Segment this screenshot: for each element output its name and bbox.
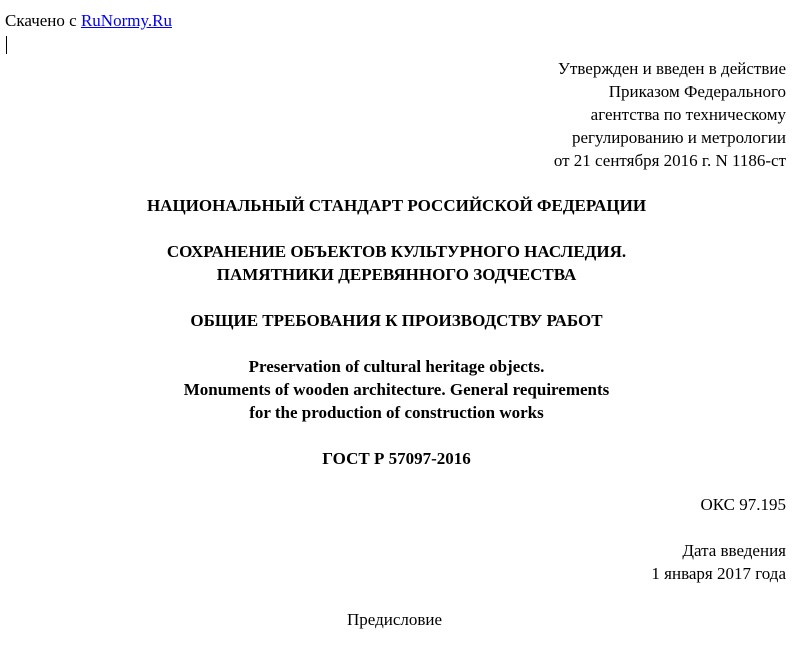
subtitle xyxy=(0,309,799,332)
approval-line: Приказом Федерального xyxy=(608,82,786,101)
download-source-line xyxy=(5,11,172,31)
approval-line: Утвержден и введен в действие xyxy=(557,59,786,78)
standard-title xyxy=(0,194,799,217)
runormy-link[interactable]: RuNormy.Ru xyxy=(80,11,172,30)
approval-line: регулированию и метрологии xyxy=(571,128,786,147)
gost-code-text: ГОСТ Р 57097-2016 xyxy=(322,449,471,468)
intro-date-label: Дата введения xyxy=(682,541,786,560)
gost-code xyxy=(0,447,799,470)
approval-line: от 21 сентября 2016 г. N 1186-ст xyxy=(553,151,786,170)
main-title-line: ПАМЯТНИКИ ДЕРЕВЯННОГО ЗОДЧЕСТВА xyxy=(216,265,577,284)
text-cursor xyxy=(6,36,7,54)
download-prefix: Скачено с xyxy=(5,11,81,30)
approval-block xyxy=(554,57,786,172)
approval-line: агентства по техническому xyxy=(590,105,786,124)
intro-date-block xyxy=(651,539,786,585)
english-title-line: Monuments of wooden architecture. General requirements xyxy=(183,380,610,399)
main-title xyxy=(0,240,799,286)
english-title xyxy=(0,355,799,424)
standard-title-text: НАЦИОНАЛЬНЫЙ СТАНДАРТ РОССИЙСКОЙ ФЕДЕРАЦИИ xyxy=(146,196,647,215)
preface-heading: Предисловие xyxy=(346,610,443,629)
oks-code: ОКС 97.195 xyxy=(700,495,786,514)
main-title-line: СОХРАНЕНИЕ ОБЪЕКТОВ КУЛЬТУРНОГО НАСЛЕДИЯ. xyxy=(166,242,627,261)
english-title-line: Preservation of cultural heritage objects. xyxy=(248,357,545,376)
intro-date-value: 1 января 2017 года xyxy=(651,564,786,583)
english-title-line: for the production of construction works xyxy=(249,403,544,422)
subtitle-text: ОБЩИЕ ТРЕБОВАНИЯ К ПРОИЗВОДСТВУ РАБОТ xyxy=(190,311,603,330)
